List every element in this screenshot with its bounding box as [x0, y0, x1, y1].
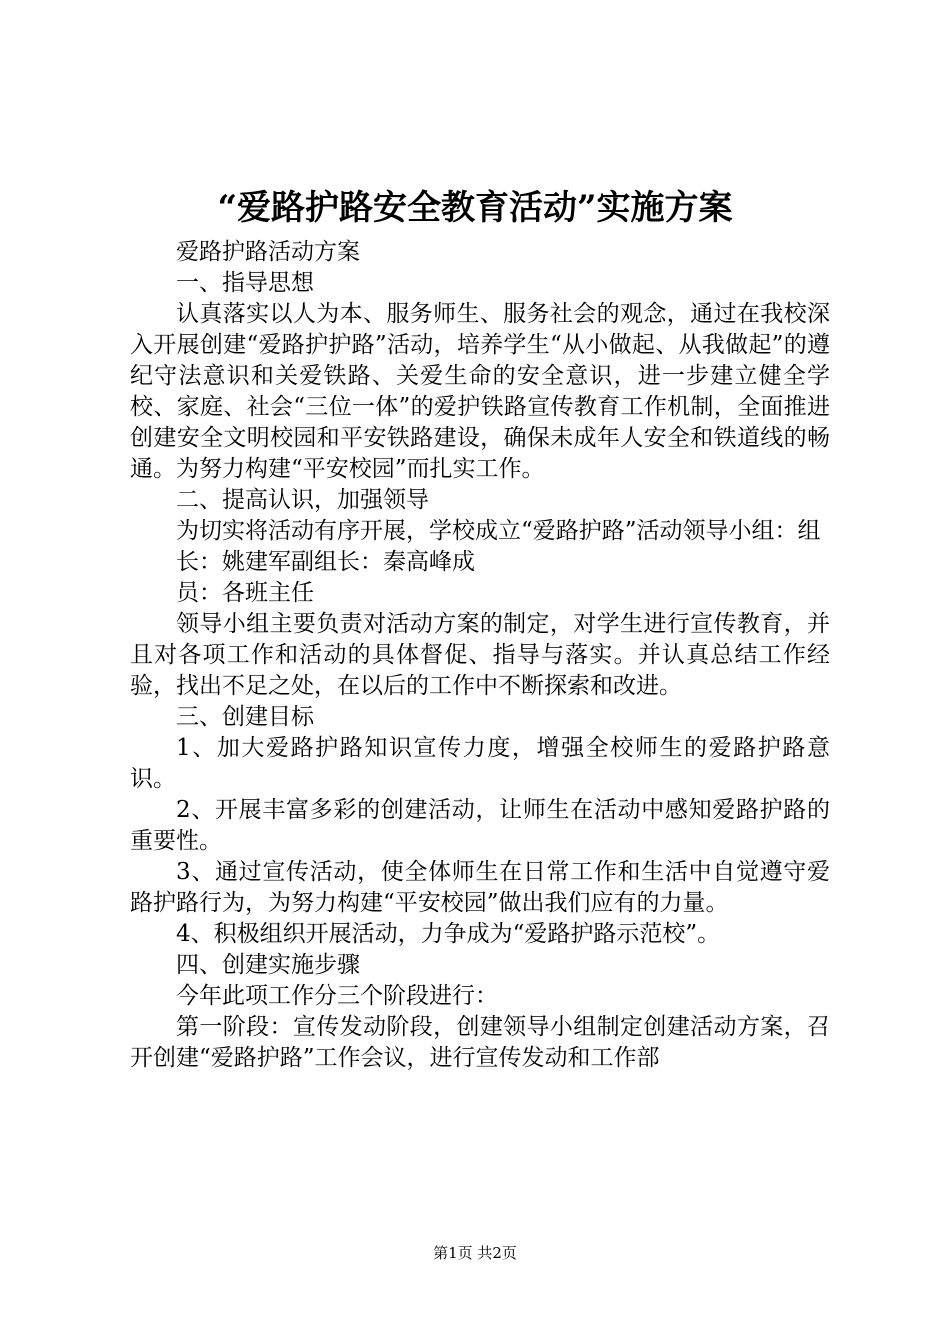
section-heading: 一、指导思想 — [176, 270, 314, 296]
list-item: 4、积极组织开展活动，力争成为“爱路护路示范校”。 — [176, 921, 721, 947]
page-footer: 第1页 共2页 — [433, 1244, 517, 1262]
document-body — [130, 237, 830, 1074]
paragraph: 今年此项工作分三个阶段进行： — [176, 983, 498, 1009]
section-heading: 四、创建实施步骤 — [176, 952, 360, 978]
section-heading: 三、创建目标 — [176, 704, 314, 730]
paragraph: 认真落实以人为本、服务师生、服务社会的观念，通过在我校深入开展创建“爱路护护路”活动，培养学生“从小做起、从我做起”的遵纪守法意识和关爱铁路、关爱生命的安全意识，进一步建立健全学校、家庭、社会“三位一体”的爱护铁路宣传教育工作机制，全面推进创建安全文明校园和平安铁路建设，确保未成年人安全和铁道线的畅通。为努力构建“平安校园”而扎实工作。 — [130, 301, 830, 482]
paragraph: 爱路护路活动方案 — [176, 239, 360, 265]
paragraph: 第一阶段：宣传发动阶段，创建领导小组制定创建活动方案，召开创建“爱路护路”工作会议，进行宣传发动和工作部 — [130, 1014, 830, 1071]
paragraph: 员：各班主任 — [176, 580, 314, 606]
list-item: 3、通过宣传活动，使全体师生在日常工作和生活中自觉遵守爱路护路行为，为努力构建“平安校园”做出我们应有的力量。 — [130, 859, 830, 916]
section-heading: 二、提高认识，加强领导 — [176, 487, 429, 513]
paragraph: 长：姚建军副组长：秦高峰成 — [176, 549, 475, 575]
list-item: 2、开展丰富多彩的创建活动，让师生在活动中感知爱路护路的重要性。 — [130, 797, 830, 854]
paragraph: 为切实将活动有序开展，学校成立“爱路护路”活动领导小组：组 — [176, 518, 821, 544]
document-title: “爱路护路安全教育活动”实施方案 — [217, 188, 733, 228]
list-item: 1、加大爱路护路知识宣传力度，增强全校师生的爱路护路意识。 — [130, 735, 830, 792]
paragraph: 领导小组主要负责对活动方案的制定，对学生进行宣传教育，并且对各项工作和活动的具体督促、指导与落实。并认真总结工作经验，找出不足之处，在以后的工作中不断探索和改进。 — [130, 611, 830, 699]
